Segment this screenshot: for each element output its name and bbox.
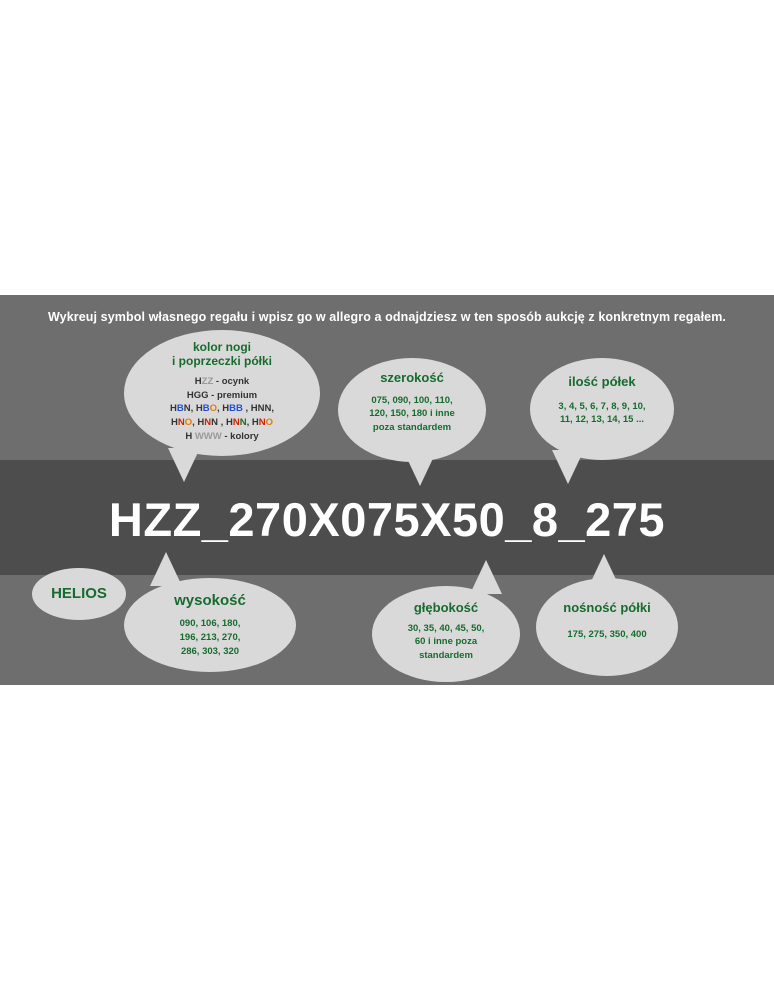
leg-color-line-4: HNO, HNN , HNN, HNO	[171, 417, 273, 429]
callout-width-tail	[404, 452, 436, 486]
callout-depth-title: głębokość	[413, 600, 479, 615]
callout-height-title: wysokość	[174, 592, 246, 609]
callout-depth-body: 30, 35, 40, 45, 50, 60 i inne poza standardem	[407, 622, 485, 662]
leg-color-line-5: H WWW - kolory	[185, 430, 259, 442]
callout-shelf-count-tail	[552, 450, 584, 484]
callout-height	[124, 578, 296, 672]
callout-shelf-count-body: 3, 4, 5, 6, 7, 8, 9, 10, 11, 12, 13, 14, 15 ...	[558, 400, 646, 426]
callout-brand-label: HELIOS	[51, 585, 107, 602]
callout-load-capacity-tail	[588, 554, 620, 588]
callout-depth	[372, 586, 520, 682]
callout-width-title: szerokość	[380, 370, 444, 385]
callout-shelf-count-title: ilość półek	[568, 374, 636, 389]
leg-color-line-2: HGG - premium	[186, 389, 258, 401]
leg-color-line-1: HZZ - ocynk	[194, 375, 250, 387]
callout-height-body: 090, 106, 180, 196, 213, 270, 286, 303, 320	[179, 618, 241, 657]
callout-leg-color-title: kolor nogi i poprzeczki półki	[171, 340, 273, 369]
callout-load-capacity	[536, 578, 678, 676]
callout-shelf-count	[530, 358, 674, 460]
callout-width-body: 075, 090, 100, 110, 120, 150, 180 i inne poza standardem	[369, 394, 455, 434]
callout-leg-color-body	[124, 375, 320, 444]
callout-width	[338, 358, 486, 462]
callout-leg-color	[124, 330, 320, 456]
callout-leg-color-tail	[168, 448, 200, 482]
leg-color-line-3: HBN, HBO, HBB , HNN,	[169, 403, 275, 415]
callout-depth-tail	[470, 560, 502, 594]
product-code: HZZ_270X075X50_8_275	[108, 493, 666, 546]
callout-height-tail	[150, 552, 182, 586]
callout-load-capacity-title: nośność półki	[563, 600, 651, 615]
callout-load-capacity-body: 175, 275, 350, 400	[567, 628, 647, 640]
instruction-text: Wykreuj symbol własnego regału i wpisz go w allegro a odnajdziesz w ten sposób aukcję z konkretnym regałem.	[47, 310, 726, 324]
callout-brand	[32, 568, 126, 620]
